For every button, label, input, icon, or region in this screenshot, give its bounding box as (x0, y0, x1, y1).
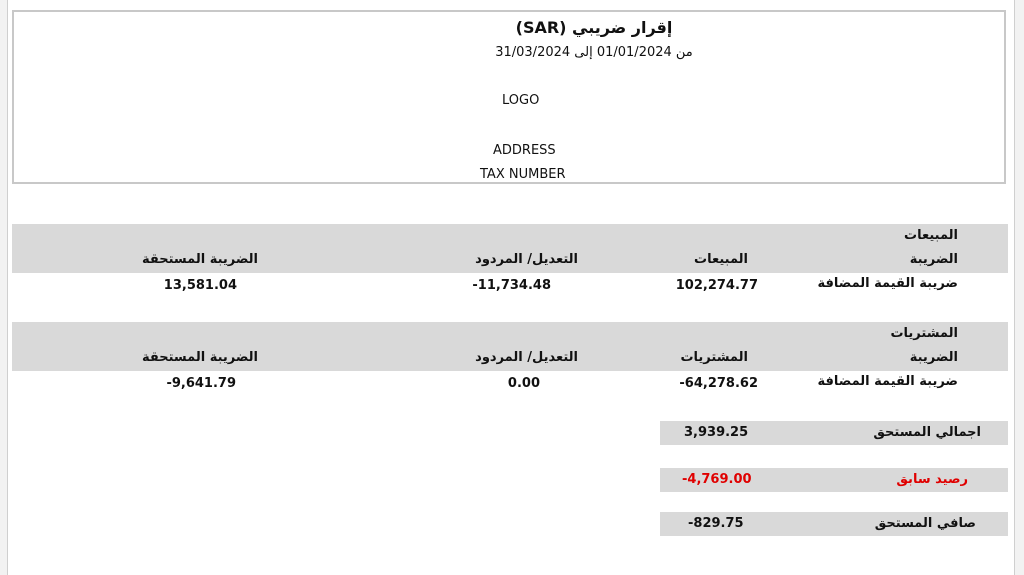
sales-adjust: -11,734.48 (472, 278, 551, 293)
previous-balance-label: رصيد سابق (896, 472, 968, 487)
sales-row-label: ضريبة القيمة المضافة (817, 276, 958, 291)
net-due-row (660, 512, 1008, 536)
purchases-col-amount: المشتريات (680, 350, 748, 365)
address-placeholder: ADDRESS (493, 143, 556, 158)
sales-vat-row (12, 274, 1008, 296)
total-due-label: اجمالي المستحق (873, 425, 981, 440)
sales-section-label: المبيعات (904, 228, 958, 243)
sales-due: 13,581.04 (163, 278, 237, 293)
report-title: إقرار ضريبي (SAR) (515, 18, 673, 37)
purchases-section-label: المشتريات (890, 326, 958, 341)
purchases-row-label: ضريبة القيمة المضافة (817, 374, 958, 389)
report-header (12, 10, 1006, 184)
sales-header (12, 224, 1008, 273)
sales-col-adjust: التعديل/ المردود (475, 252, 578, 267)
purchases-adjust: 0.00 (507, 376, 540, 391)
sales-col-amount: المبيعات (694, 252, 748, 267)
purchases-col-adjust: التعديل/ المردود (475, 350, 578, 365)
purchases-due: -9,641.79 (166, 376, 236, 391)
net-due-label: صافي المستحق (874, 516, 976, 531)
report-period: من 01/01/2024 إلى 31/03/2024 (495, 45, 693, 60)
sales-col-due: الضريبة المستحقة (141, 252, 258, 267)
purchases-header (12, 322, 1008, 371)
net-due-value: -829.75 (688, 516, 744, 531)
previous-balance-row (660, 468, 1008, 492)
tax-number-placeholder: TAX NUMBER (480, 167, 566, 182)
sales-col-tax: الضريبة (909, 252, 958, 267)
logo-placeholder: LOGO (502, 93, 540, 108)
purchases-col-tax: الضريبة (909, 350, 958, 365)
purchases-amount: -64,278.62 (679, 376, 758, 391)
left-page-edge (0, 0, 8, 575)
purchases-col-due: الضريبة المستحقة (141, 350, 258, 365)
right-page-edge (1014, 0, 1024, 575)
sales-amount: 102,274.77 (675, 278, 758, 293)
total-due-value: 3,939.25 (684, 425, 749, 440)
total-due-row (660, 421, 1008, 445)
previous-balance-value: -4,769.00 (682, 472, 752, 487)
purchases-vat-row (12, 372, 1008, 394)
